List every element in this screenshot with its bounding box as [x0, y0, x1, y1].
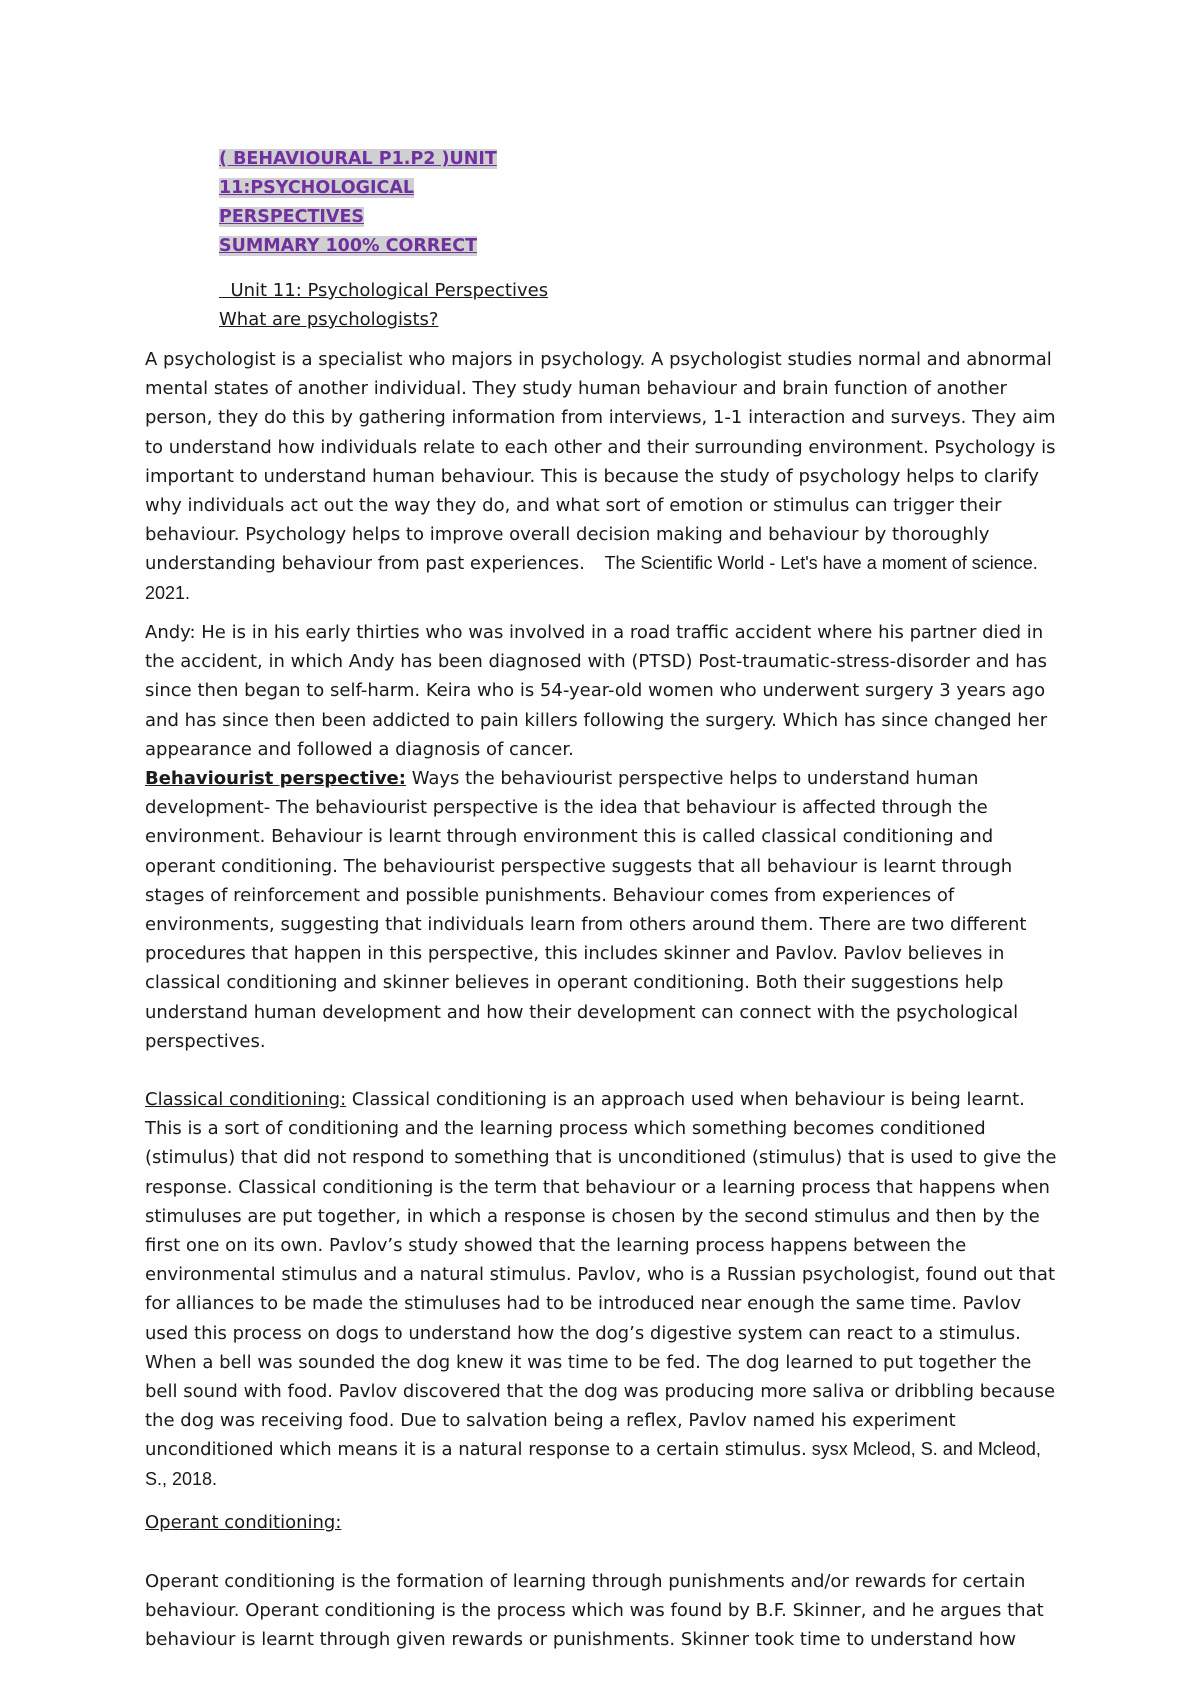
classical-conditioning-text: Classical conditioning is an approach used when behaviour is being learnt. This is a sort of conditioning and the learning process which something becomes conditioned (stimulus) that did not respond to something that is unconditioned (stimulus) that is used to give the response. Classical conditioning is the term that behaviour or a learning process that happens when stimuluses are put together, in which a response is chosen by the second stimulus and then by the first one on its own. Pavlov’s study showed that the learning process happens between the environmental stimulus and a natural stimulus. Pavlov, who is a Russian psychologist, found out that for alliances to be made the stimuluses had to be introduced near enough the same time. Pavlov used this process on dogs to understand how the dog’s digestive system can react to a stimulus. When a bell was sounded the dog knew it was time to be fed. The dog learned to put together the bell sound with food. Pavlov discovered that the dog was producing more saliva or dribbling because the dog was receiving food. Due to salvation being a reflex, Pavlov named his experiment unconditioned which means it is a natural response to a certain stimulus.	[145, 1089, 1057, 1461]
document-title	[219, 145, 559, 261]
title-line-2: 11:PSYCHOLOGICAL PERSPECTIVES	[219, 178, 415, 227]
title-line-1: ( BEHAVIOURAL P1.P2 )UNIT	[219, 149, 497, 169]
behaviourist-text: Ways the behaviourist perspective helps to understand human development- The behaviourist perspective is the idea that behaviour is affected through the environment. Behaviour is learnt through environment this is called classical conditioning and operant conditioning. The behaviourist perspective suggests that all behaviour is learnt through stages of reinforcement and possible punishments. Behaviour comes from experiences of environments, suggesting that individuals learn from others around them. There are two different procedures that happen in this perspective, this includes skinner and Pavlov. Pavlov believes in classical conditioning and skinner believes in operant conditioning. Both their suggestions help understand human development and how their development can connect with the psychological perspectives.	[145, 768, 1027, 1052]
paragraph-classical-conditioning	[145, 1085, 1065, 1494]
operant-conditioning-heading: Operant conditioning:	[145, 1512, 342, 1533]
reference-mcleod: sysx Mcleod, S. and Mcleod, S., 2018.	[145, 1439, 1041, 1489]
paragraph-psychologist	[145, 345, 1065, 608]
paragraph-behaviourist	[145, 764, 1065, 1056]
paragraph-case-study: Andy: He is in his early thirties who was involved in a road traffic accident where his partner died in the accident, in which Andy has been diagnosed with (PTSD) Post-traumatic-stress-disorder and has since then began to self-harm. Keira who is 54-year-old women who underwent surgery 3 years ago and has since then been addicted to pain killers following the surgery. Which has since changed her appearance and followed a diagnosis of cancer.	[145, 622, 1048, 760]
classical-conditioning-heading: Classical conditioning:	[145, 1089, 347, 1110]
title-line-3: SUMMARY 100% CORRECT	[219, 236, 478, 256]
unit-heading: Unit 11: Psychological Perspectives	[219, 280, 549, 301]
section-question-heading: What are psychologists?	[219, 309, 439, 330]
paragraph-operant-conditioning: Operant conditioning is the formation of learning through punishments and/or rewards for certain behaviour. Operant conditioning is the process which was found by B.F. Skinner, and he argues that behaviour is learnt through given rewards or punishments. Skinner took time to understand how	[145, 1571, 1044, 1651]
reference-scientific-world: The Scientific World - Let's have a moment of science. 2021.	[145, 553, 1043, 603]
behaviourist-heading: Behaviourist perspective:	[145, 768, 406, 789]
paragraph-psychologist-text: A psychologist is a specialist who majors in psychology. A psychologist studies normal and abnormal mental states of another individual. They study human behaviour and brain function of another person, they do this by gathering information from interviews, 1-1 interaction and surveys. They aim to understand how individuals relate to each other and their surrounding environment. Psychology is important to understand human behaviour. This is because the study of psychology helps to clarify why individuals act out the way they do, and what sort of emotion or stimulus can trigger their behaviour. Psychology helps to improve overall decision making and behaviour by thoroughly understanding behaviour from past experiences.	[145, 349, 1056, 575]
